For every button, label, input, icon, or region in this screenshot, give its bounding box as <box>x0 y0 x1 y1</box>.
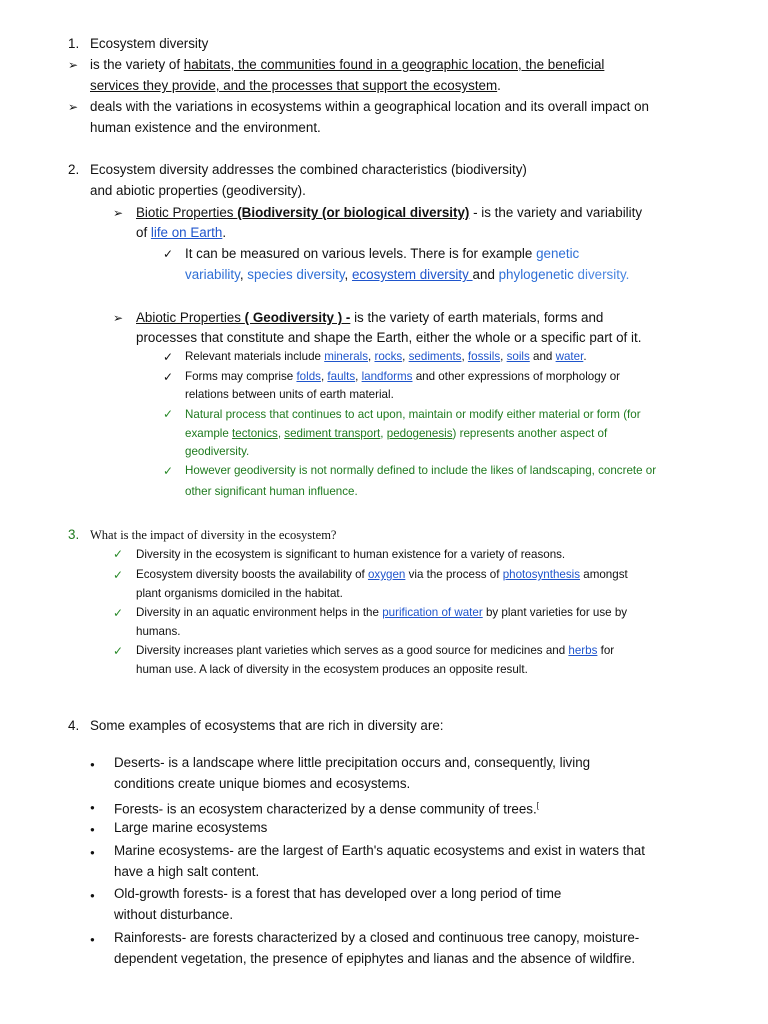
paragraph-line: plant organisms domiciled in the habitat. <box>136 587 343 600</box>
link-herbs[interactable]: herbs <box>568 644 598 657</box>
paragraph-line <box>136 225 226 241</box>
link-water[interactable]: water <box>555 350 584 363</box>
paragraph-line: other significant human influence. <box>185 485 358 498</box>
text-run: Diversity in an aquatic environment helps in the <box>136 606 383 619</box>
text-run: and other expressions of morphology or <box>412 370 621 383</box>
paragraph-line: Rainforests- are forests characterized by a closed and continuous tree canopy, moisture- <box>114 930 640 945</box>
link-folds[interactable]: folds <box>296 370 321 383</box>
dot-bullet-icon: ● <box>90 803 95 812</box>
paragraph-line: and abiotic properties (geodiversity). <box>90 183 306 198</box>
link-rocks[interactable]: rocks <box>374 350 403 363</box>
text-run: , <box>344 267 352 282</box>
check-bullet-icon: ✓ <box>163 464 174 478</box>
paragraph-line <box>114 798 539 817</box>
link-life-on-earth[interactable]: life on Earth <box>150 225 223 240</box>
bold-underlined-text: ( Geodiversity ) - <box>244 310 351 325</box>
underlined-text: habitats, the communities found in a geographic location, the beneficial <box>183 57 605 72</box>
underlined-text: Abiotic Properties <box>136 310 245 325</box>
dot-bullet-icon: ● <box>90 891 95 900</box>
paragraph-line: Forms may comprise folds, faults, landforms and other expressions of morphology or <box>185 370 621 383</box>
text-run: Forms may comprise <box>185 370 297 383</box>
paragraph-line: humans. <box>136 625 181 638</box>
check-bullet-icon: ✓ <box>163 350 174 364</box>
paragraph-line <box>136 568 628 582</box>
section-title: What is the impact of diversity in the ecosystem? <box>90 528 337 542</box>
text-run: and <box>472 267 499 282</box>
link-ecosystem-diversity[interactable]: ecosystem diversity <box>351 267 473 282</box>
dot-bullet-icon: ● <box>90 825 95 834</box>
arrow-bullet-icon: ➢ <box>113 311 124 325</box>
paragraph-line: geodiversity. <box>185 445 250 458</box>
paragraph-line: without disturbance. <box>114 907 234 922</box>
paragraph-line: dependent vegetation, the presence of epiphytes and lianas and the absence of wildfire. <box>114 951 636 966</box>
text-run: Forests- is an ecosystem characterized by a dense community of trees. <box>114 801 537 817</box>
paragraph-line: Diversity in the ecosystem is significant to human existence for a variety of reasons. <box>136 548 566 561</box>
arrow-bullet-icon: ➢ <box>68 58 79 72</box>
text-run: and <box>529 350 556 363</box>
link-oxygen[interactable]: oxygen <box>367 568 406 581</box>
link-landforms[interactable]: landforms <box>361 370 413 383</box>
paragraph-line: Old-growth forests- is a forest that has developed over a long period of time <box>114 886 562 901</box>
paragraph-line <box>136 310 603 326</box>
text-run: It can be measured on various levels. There is for example <box>185 246 537 261</box>
paragraph-line: conditions create unique biomes and ecosystems. <box>114 776 411 791</box>
check-bullet-icon: ✓ <box>163 247 174 261</box>
link-diversity[interactable]: diversity. <box>573 267 630 282</box>
paragraph-line <box>136 205 642 221</box>
text-run: Diversity increases plant varieties which serves as a good source for medicines and <box>136 644 569 657</box>
paragraph-line: Relevant materials include minerals, rocks, sediments, fossils, soils and water. <box>185 350 587 363</box>
link-phylogenetic[interactable]: phylogenetic <box>498 267 574 282</box>
text-run: via the process of <box>405 568 503 581</box>
text-run: of <box>136 225 151 240</box>
text-run: Ecosystem diversity boosts the availability of <box>136 568 368 581</box>
link-fossils[interactable]: fossils <box>467 350 501 363</box>
underlined-text: services they provide, and the processes that support the ecosystem <box>90 78 498 93</box>
section-number: 1. <box>68 36 80 51</box>
dot-bullet-icon: ● <box>90 848 95 857</box>
paragraph-line: Deserts- is a landscape where little precipitation occurs and, consequently, living <box>114 755 591 770</box>
text-run: . <box>497 78 501 93</box>
paragraph-line <box>185 267 629 283</box>
paragraph-line <box>185 246 579 262</box>
arrow-bullet-icon: ➢ <box>68 100 79 114</box>
text-run: . <box>583 350 587 363</box>
check-bullet-icon: ✓ <box>113 547 124 561</box>
bold-underlined-text: (Biodiversity (or biological diversity) <box>237 205 470 220</box>
section-title: Some examples of ecosystems that are rich in diversity are: <box>90 718 444 733</box>
paragraph-line: human existence and the environment. <box>90 120 321 135</box>
paragraph-line: human use. A lack of diversity in the ecosystem produces an opposite result. <box>136 663 528 676</box>
paragraph-line <box>136 606 627 620</box>
dot-bullet-icon: ● <box>90 760 95 769</box>
paragraph-line: example tectonics, sediment transport, pedogenesis) represents another aspect of <box>185 427 608 440</box>
paragraph-line: have a high salt content. <box>114 864 260 879</box>
link-pedogenesis[interactable]: pedogenesis <box>386 427 453 440</box>
link-faults[interactable]: faults <box>327 370 356 383</box>
section-number: 2. <box>68 162 80 177</box>
link-soils[interactable]: soils <box>506 350 530 363</box>
section-number: 3. <box>68 527 80 542</box>
paragraph-line: relations between units of earth material. <box>185 388 394 401</box>
paragraph-line <box>136 644 614 658</box>
link-sediment-transport[interactable]: sediment transport <box>284 427 381 440</box>
text-run: for <box>597 644 615 657</box>
paragraph-line <box>90 57 604 73</box>
paragraph-line: deals with the variations in ecosystems within a geographical location and its overall impact on <box>90 99 649 114</box>
link-sediments[interactable]: sediments <box>408 350 462 363</box>
text-run: , <box>239 267 248 282</box>
link-purification-of-water[interactable]: purification of water <box>382 606 483 619</box>
check-bullet-icon: ✓ <box>113 606 124 620</box>
link-species-diversity[interactable]: species diversity <box>247 267 345 282</box>
check-bullet-icon: ✓ <box>113 568 124 582</box>
section-title: Ecosystem diversity <box>90 36 209 51</box>
link-minerals[interactable]: minerals <box>324 350 369 363</box>
paragraph-line: Marine ecosystems- are the largest of Earth's aquatic ecosystems and exist in waters that <box>114 843 645 858</box>
paragraph-line: Ecosystem diversity addresses the combined characteristics (biodiversity) <box>90 162 527 177</box>
text-run: is the variety of <box>90 57 184 72</box>
text-run: amongst <box>580 568 628 581</box>
dot-bullet-icon: ● <box>90 935 95 944</box>
underlined-text: Biotic Properties <box>136 205 238 220</box>
paragraph-line: However geodiversity is not normally defined to include the likes of landscaping, concrete or <box>185 464 657 477</box>
footnote-marker: [ <box>536 801 539 810</box>
link-tectonics[interactable]: tectonics <box>232 427 278 440</box>
paragraph-line: processes that constitute and shape the Earth, either the whole or a specific part of it. <box>136 330 642 345</box>
text-run: . <box>222 225 227 240</box>
check-bullet-icon: ✓ <box>113 644 124 658</box>
link-photosynthesis[interactable]: photosynthesis <box>502 568 581 581</box>
text-run: - is the variety and variability <box>469 205 643 220</box>
section-number: 4. <box>68 718 80 733</box>
paragraph-line: Natural process that continues to act upon, maintain or modify either material or form (for <box>185 408 641 421</box>
paragraph-line: Large marine ecosystems <box>114 820 268 835</box>
text-run: Relevant materials include <box>185 350 325 363</box>
text-run: is the variety of earth materials, forms and <box>350 310 604 325</box>
link-variability[interactable]: variability <box>185 267 240 282</box>
link-genetic[interactable]: genetic <box>536 246 580 261</box>
text-run: example <box>185 427 233 440</box>
check-bullet-icon: ✓ <box>163 370 174 384</box>
text-run: ) represents another aspect of <box>452 427 608 440</box>
check-bullet-icon: ✓ <box>163 407 174 421</box>
arrow-bullet-icon: ➢ <box>113 206 124 220</box>
text-run: by plant varieties for use by <box>482 606 628 619</box>
paragraph-line <box>90 78 501 94</box>
